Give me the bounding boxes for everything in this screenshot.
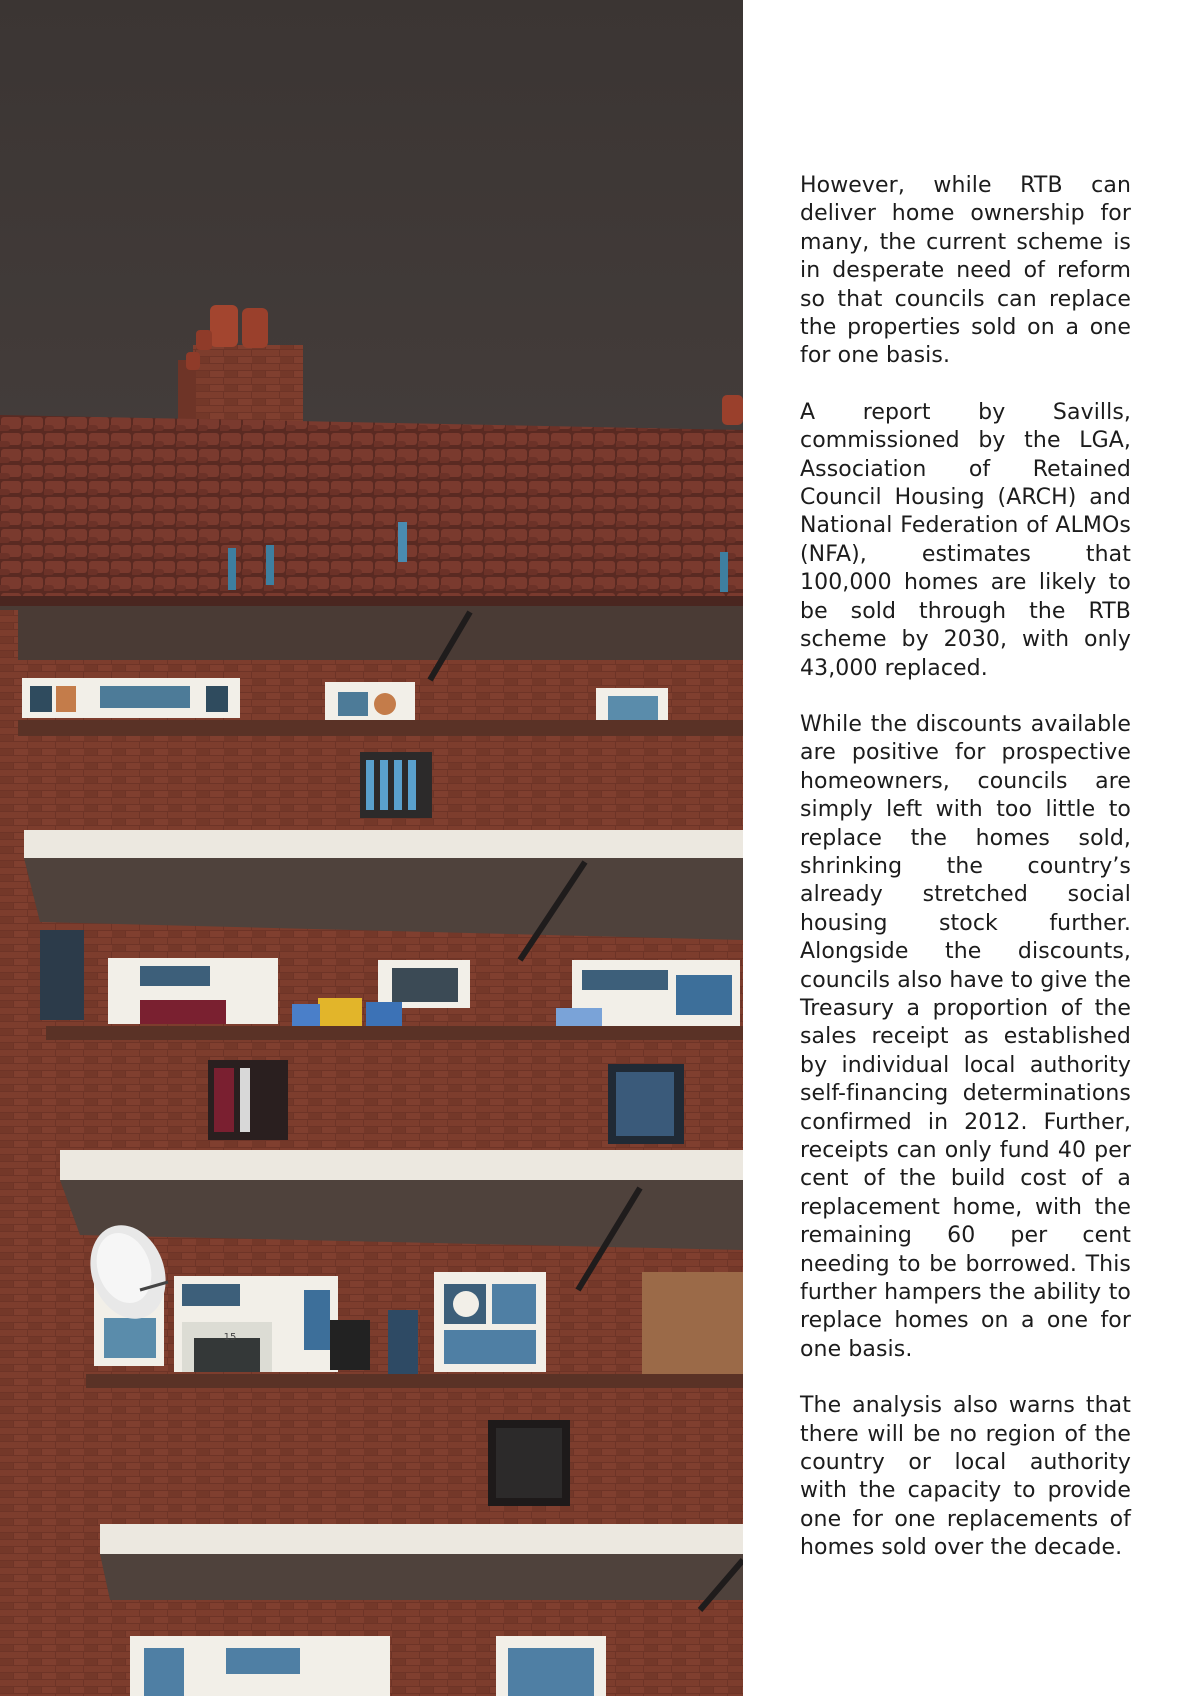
- door-number: 15: [223, 1332, 237, 1343]
- tiled-roof: [0, 415, 743, 600]
- paragraph-3: While the discounts available are positive for prospective homeowners, councils are simply left with too little to replace the homes sold, shrinking the country’s already stretched social housing stock further. Alongside the discounts, councils also have to give the Treasury a proportion of the sales receipt as established by individual local authority self-financing determinations confirmed in 2012. Further, receipts can only fund 40 per cent of the build cost of a replacement home, with the remaining 60 per cent needing to be borrowed. This further hampers the ability to replace homes on a one for one basis.: [800, 711, 1131, 1362]
- paragraph-2: A report by Savills, commissioned by the LGA, Association of Retained Council Housing (ARCH) and National Federation of ALMOs (NFA), estimates that 100,000 homes are likely to be sold through the RTB scheme by 2030, with only 43,000 replaced.: [800, 399, 1131, 681]
- paragraph-1: However, while RTB can deliver home ownership for many, the current scheme is in desperate need of reform so that councils can replace the properties sold on a one for one basis.: [800, 173, 1131, 369]
- body-text-column: [800, 172, 1131, 1591]
- paragraph-4: The analysis also warns that there will be no region of the country or local authority with the capacity to provide one for one replacements of homes sold over the decade.: [800, 1393, 1131, 1561]
